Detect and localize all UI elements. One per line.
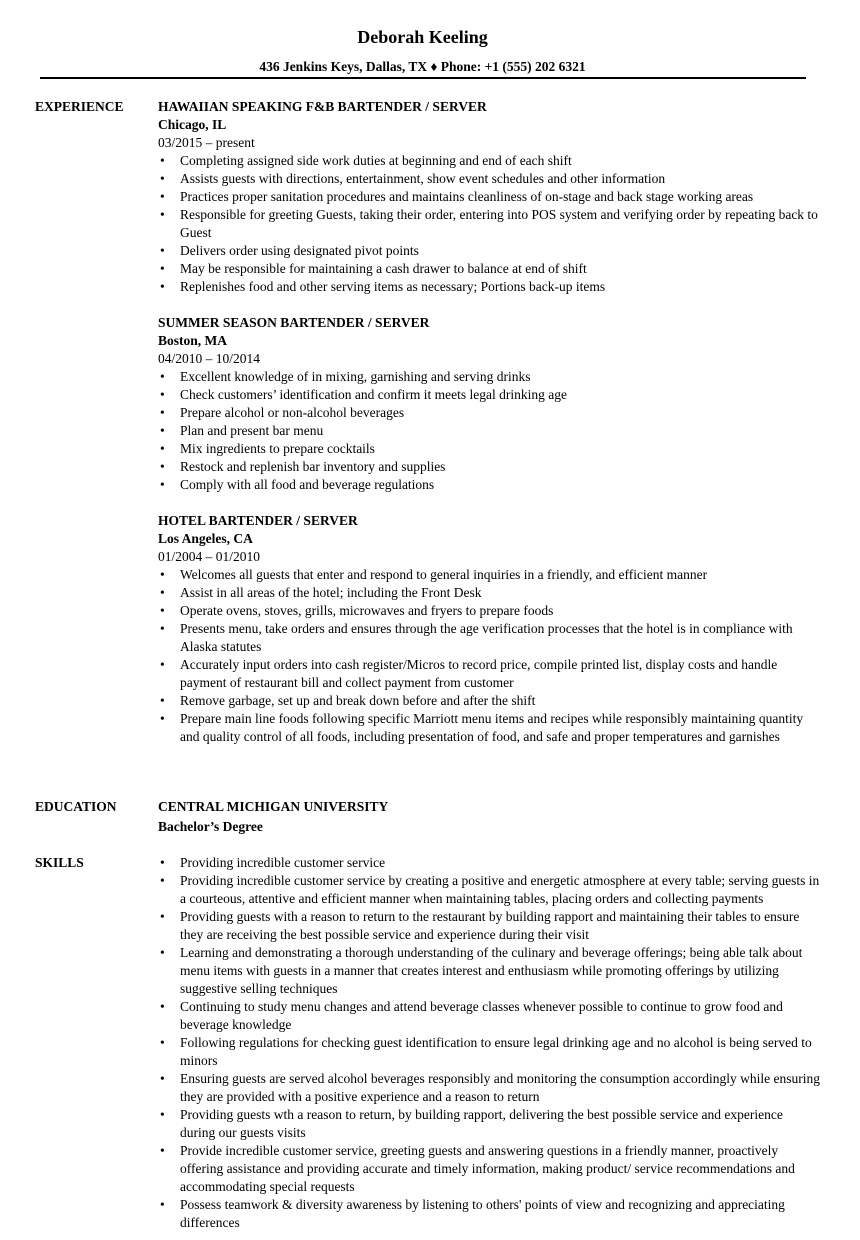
- job-duties-list: [158, 152, 818, 296]
- list-item: • Replenishes food and other serving items as necessary; Portions back-up items: [158, 278, 820, 296]
- list-item: • Providing incredible customer service: [158, 854, 820, 872]
- job-title: SUMMER SEASON BARTENDER / SERVER: [158, 315, 430, 330]
- list-item: • Accurately input orders into cash register/Micros to record price, compile printed list, display costs and handle payment of restaurant bill and collect payment from customer: [158, 656, 820, 692]
- list-item: • Welcomes all guests that enter and respond to general inquiries in a friendly, and efficient manner: [158, 566, 820, 584]
- list-item: • Delivers order using designated pivot points: [158, 242, 820, 260]
- list-item: • Practices proper sanitation procedures and maintains cleanliness of on-stage and back stage working areas: [158, 188, 820, 206]
- list-item: • Completing assigned side work duties at beginning and end of each shift: [158, 152, 820, 170]
- experience-heading: EXPERIENCE: [35, 99, 124, 114]
- list-item: • Excellent knowledge of in mixing, garnishing and serving drinks: [158, 368, 820, 386]
- list-item: • Provide incredible customer service, greeting guests and answering questions in a friendly manner, proactively offering assistance and providing accurate and timely information, making product/ service recommendations and accommodating special requests: [158, 1142, 820, 1196]
- job-location: Boston, MA: [158, 333, 228, 348]
- list-item: • Providing guests wth a reason to return, by building rapport, delivering the best possible service and experience during our guests visits: [158, 1106, 820, 1142]
- job-entry: [158, 512, 818, 746]
- education-body: [158, 798, 818, 836]
- job-dates: 03/2015 – present: [158, 135, 255, 150]
- degree: Bachelor’s Degree: [158, 819, 263, 834]
- list-item: • Comply with all food and beverage regulations: [158, 476, 820, 494]
- candidate-name: Deborah Keeling: [357, 27, 488, 47]
- list-item: • Providing incredible customer service by creating a positive and energetic atmosphere at every table; serving guests in a courteous, attentive and efficient manner when maintaining tables, placing orders and collecting payments: [158, 872, 820, 908]
- job-entry: [158, 98, 818, 296]
- job-dates: 04/2010 – 10/2014: [158, 351, 261, 366]
- job-location: Los Angeles, CA: [158, 531, 253, 546]
- job-duties-list: [158, 566, 818, 746]
- list-item: • Prepare main line foods following specific Marriott menu items and recipes while responsibly maintaining quantity and quality control of all foods, including presentation of food, and safe and proper temperatures and garnishes: [158, 710, 820, 746]
- job-title: HAWAIIAN SPEAKING F&B BARTENDER / SERVER: [158, 99, 487, 114]
- list-item: • Following regulations for checking guest identification to ensure legal drinking age and no alcohol is being served to minors: [158, 1034, 820, 1070]
- job-dates: 01/2004 – 01/2010: [158, 549, 261, 564]
- job-entry: [158, 314, 818, 494]
- list-item: • Possess teamwork & diversity awareness by listening to others' points of view and recognizing and appreciating differences: [158, 1196, 820, 1232]
- list-item: • Remove garbage, set up and break down before and after the shift: [158, 692, 820, 710]
- job-duties-list: [158, 368, 818, 494]
- list-item: • Mix ingredients to prepare cocktails: [158, 440, 820, 458]
- skills-body: [158, 854, 818, 1232]
- experience-body: [158, 98, 818, 764]
- list-item: • Prepare alcohol or non-alcohol beverages: [158, 404, 820, 422]
- header-divider: [40, 77, 806, 79]
- list-item: • Responsible for greeting Guests, taking their order, entering into POS system and verifying order by repeating back to Guest: [158, 206, 820, 242]
- school-name: CENTRAL MICHIGAN UNIVERSITY: [158, 799, 389, 814]
- list-item: • Check customers’ identification and confirm it meets legal drinking age: [158, 386, 820, 404]
- list-item: • May be responsible for maintaining a cash drawer to balance at end of shift: [158, 260, 820, 278]
- skills-heading: SKILLS: [35, 855, 84, 870]
- list-item: • Learning and demonstrating a thorough understanding of the culinary and beverage offerings; being able talk about menu items with guests in a manner that creates interest and enthusiasm while promoting offerings by utilizing suggestive selling techniques: [158, 944, 820, 998]
- list-item: • Operate ovens, stoves, grills, microwaves and fryers to prepare foods: [158, 602, 820, 620]
- job-location: Chicago, IL: [158, 117, 227, 132]
- list-item: • Ensuring guests are served alcohol beverages responsibly and monitoring the consumption accordingly while ensuring they are provided with a positive experience and a reason to return: [158, 1070, 820, 1106]
- list-item: • Providing guests with a reason to return to the restaurant by building rapport and maintaining their tables to ensure they are receiving the best possible service and experience during their visit: [158, 908, 820, 944]
- education-heading: EDUCATION: [35, 799, 117, 814]
- list-item: • Continuing to study menu changes and attend beverage classes whenever possible to continue to grow food and beverage knowledge: [158, 998, 820, 1034]
- list-item: • Restock and replenish bar inventory and supplies: [158, 458, 820, 476]
- contact-line: 436 Jenkins Keys, Dallas, TX ♦ Phone: +1 (555) 202 6321: [259, 59, 586, 74]
- list-item: • Assist in all areas of the hotel; including the Front Desk: [158, 584, 820, 602]
- list-item: • Assists guests with directions, entertainment, show event schedules and other information: [158, 170, 820, 188]
- job-title: HOTEL BARTENDER / SERVER: [158, 513, 358, 528]
- list-item: • Presents menu, take orders and ensures through the age verification processes that the hotel is in compliance with Alaska statutes: [158, 620, 820, 656]
- list-item: • Plan and present bar menu: [158, 422, 820, 440]
- skills-list: [158, 854, 818, 1232]
